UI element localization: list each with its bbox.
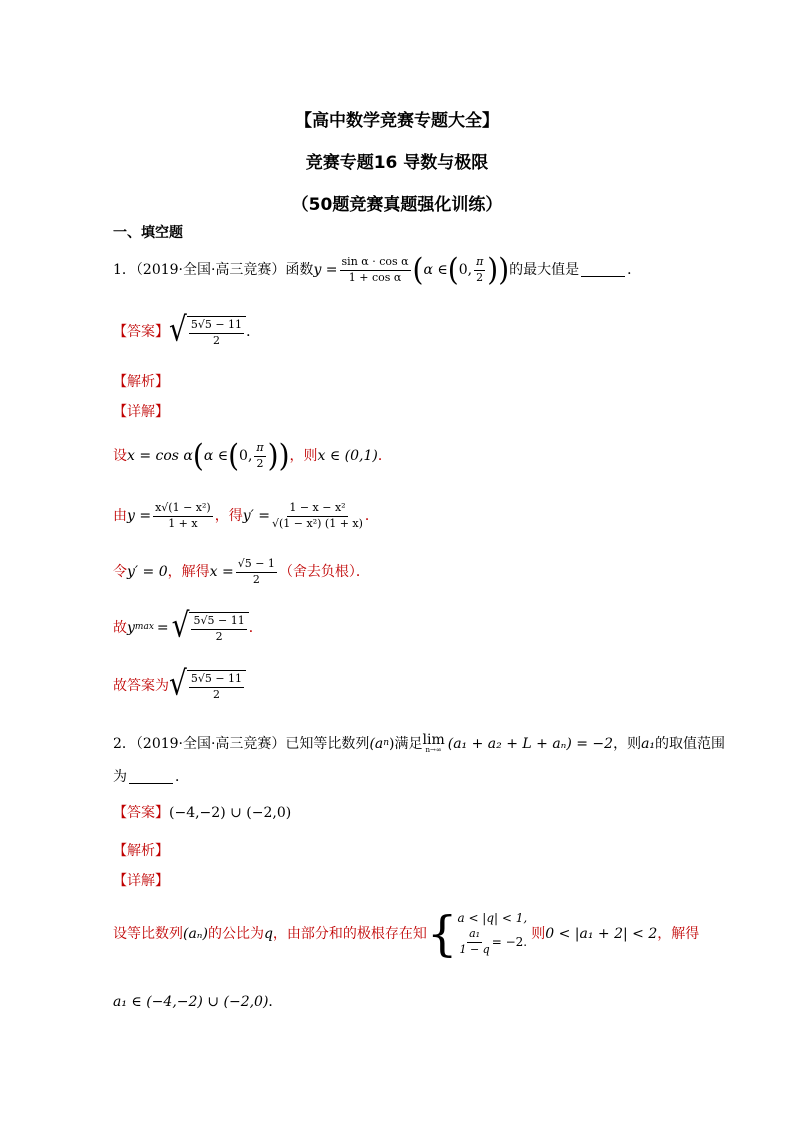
s4-sqrt: √ $\frac{5√5 - 11}{2}$	[172, 612, 249, 643]
two: 2	[476, 270, 484, 284]
s1-g: ．	[377, 448, 392, 465]
q2-answer-value: (−4,−2) ∪ (−2,0)	[169, 805, 292, 821]
q2-expr: (a₁ + a₂ + L + aₙ) = −2	[447, 735, 614, 752]
q2-range: 的取值范围	[655, 735, 726, 752]
q2-seq-end: )	[389, 735, 395, 752]
d1-a: 设等比数列	[113, 926, 183, 942]
s2-d: y′ =	[242, 508, 270, 525]
q2-lim	[423, 733, 445, 754]
q2-prefix: 2．（2019·全国·高三竞赛）已知等比数列	[113, 735, 370, 752]
d1-row2-end: = −2.	[491, 935, 528, 949]
d1-e: 则	[531, 926, 546, 942]
s5-sqrt: √ $\frac{5√5 - 11}{2}$	[169, 670, 246, 701]
question-1	[113, 251, 642, 288]
s4-sub: max	[134, 622, 154, 633]
s1-pi: π	[254, 442, 265, 457]
s3-frac	[236, 558, 277, 586]
s3-e: （舍去负根）．	[278, 564, 370, 581]
q1-pi-half	[474, 256, 485, 284]
q1-step4	[113, 605, 263, 645]
s4-b: y	[127, 619, 135, 636]
q2-seq: (a	[369, 735, 384, 752]
answer-blank	[581, 264, 625, 277]
s1-a: 设	[113, 448, 127, 465]
d1-q: q	[263, 926, 273, 942]
s5-den: 2	[212, 687, 220, 701]
s3-c: ，解得	[167, 564, 210, 581]
q2-cond: 满足	[394, 735, 423, 752]
d1-g: ，解得	[657, 926, 700, 942]
q1-answer-sqrt: √ $\frac{5√5 - 11}{2}$	[169, 316, 246, 347]
paren-open-2: (	[447, 251, 459, 288]
s2-a: 由	[113, 508, 127, 525]
q2-answer-label: 【答案】	[113, 805, 169, 821]
s5-num: 5√5 − 11	[189, 673, 244, 688]
d1-d: ，由部分和的极根存在知	[272, 926, 427, 942]
q1-domain-lower: 0,	[458, 262, 473, 279]
collection-title: 【高中数学竞赛专题大全】	[295, 111, 499, 131]
d2-end: ．	[268, 994, 283, 1010]
q2-line2: 为	[113, 769, 127, 785]
q2-detail-label: 【详解】	[113, 873, 169, 889]
q1-analysis-label: 【解析】	[113, 374, 169, 390]
subtitle: （50题竞赛真题强化训练）	[291, 195, 503, 215]
s2-e: ．	[364, 508, 379, 525]
answer-label: 【答案】	[113, 323, 169, 340]
d1-c: 的公比为	[207, 926, 264, 942]
d1-b: (aₙ)	[183, 926, 208, 942]
d1-f: 0 < |a₁ + 2| < 2	[545, 926, 658, 942]
s4-den: 2	[215, 629, 223, 643]
q1-step5	[113, 663, 246, 703]
section-heading: 一、填空题	[113, 225, 183, 241]
s1-two: 2	[256, 456, 264, 470]
d1-num: a₁	[467, 928, 482, 943]
paren-open: (	[412, 251, 424, 288]
question-2	[113, 733, 725, 754]
s2-b: y =	[127, 508, 152, 525]
q1-fraction	[340, 256, 411, 284]
s3-den: 2	[252, 572, 260, 586]
d1-row1: a < |q| < 1,	[457, 910, 528, 925]
s1-pi-half	[254, 442, 265, 470]
q2-detail-2	[113, 995, 282, 1009]
q1-domain: α ∈	[423, 262, 448, 279]
d2-text: a₁ ∈ (−4,−2) ∪ (−2,0)	[113, 994, 269, 1010]
s2-den2: √(1 − x²) (1 + x)	[272, 516, 363, 530]
q1-step3	[113, 558, 370, 586]
s4-num: 5√5 − 11	[191, 615, 246, 630]
s1-d: 0,	[239, 448, 253, 465]
s4-a: 故	[113, 619, 127, 636]
topic-title: 竞赛专题16 导数与极限	[305, 153, 489, 173]
s1-f: x ∈ (0,1)	[317, 448, 378, 465]
d1-den: 1 − q	[459, 942, 490, 956]
q1-func: y =	[313, 262, 338, 279]
s3-b: y′ = 0	[127, 564, 168, 581]
q2-a1: a₁	[641, 735, 656, 752]
s2-num: x√(1 − x²)	[153, 502, 213, 517]
q2-then: ，则	[613, 735, 642, 752]
paren-close: )	[498, 251, 510, 288]
q2-analysis-label: 【解析】	[113, 843, 169, 859]
q2-lim-sub: n→∞	[425, 746, 442, 754]
s5-a: 故答案为	[113, 677, 169, 694]
q1-answer-num: 5√5 − 11	[189, 319, 244, 334]
s4-d: ．	[248, 619, 263, 636]
q1-step1: 设 x = cos α ( α ∈ ( 0, $\frac{\pi}{2}$ ) ) ，则 x ∈ (0,1) ．	[113, 437, 392, 474]
q1-step2	[113, 502, 379, 530]
q2-lim-text: lim	[422, 732, 445, 748]
q1-suffix: 的最大值是	[509, 262, 580, 279]
q1-answer-end: ．	[246, 323, 261, 340]
q1-prefix: 1．（2019·全国·高三竞赛）函数	[113, 262, 314, 279]
q1-detail-label: 【详解】	[113, 404, 169, 420]
s2-frac	[153, 502, 213, 530]
s2-den: 1 + x	[168, 516, 198, 530]
q1-end: ．	[627, 262, 642, 279]
q1-answer	[113, 309, 261, 349]
q2-detail-1	[113, 906, 700, 962]
s1-c: α ∈	[203, 448, 229, 465]
s3-d: x =	[209, 564, 234, 581]
s1-e: ，则	[289, 448, 318, 465]
d1-frac	[459, 928, 489, 956]
q1-answer-den: 2	[212, 333, 220, 347]
s2-num2: 1 − x − x²	[287, 502, 347, 517]
q2-answer-blank	[129, 771, 173, 784]
s1-b: x = cos α	[127, 448, 193, 465]
question-2-line2	[113, 770, 189, 784]
pi: π	[474, 256, 485, 271]
q2-end: ．	[175, 769, 189, 785]
s2-c: ，得	[214, 508, 243, 525]
d1-system: { a < |q| < 1, $\frac{\text{a₁}}{1 - q}$ = −2.	[426, 906, 528, 962]
paren-close-2: )	[487, 251, 499, 288]
q1-denominator: 1 + cos α	[348, 270, 402, 284]
q2-answer	[113, 806, 291, 820]
q2-seq-sub: n	[383, 738, 390, 748]
s3-a: 令	[113, 564, 127, 581]
s3-num: √5 − 1	[236, 558, 277, 573]
q1-numerator: sin α · cos α	[340, 256, 411, 271]
s2-frac2	[272, 502, 363, 530]
s4-c: =	[156, 619, 169, 636]
